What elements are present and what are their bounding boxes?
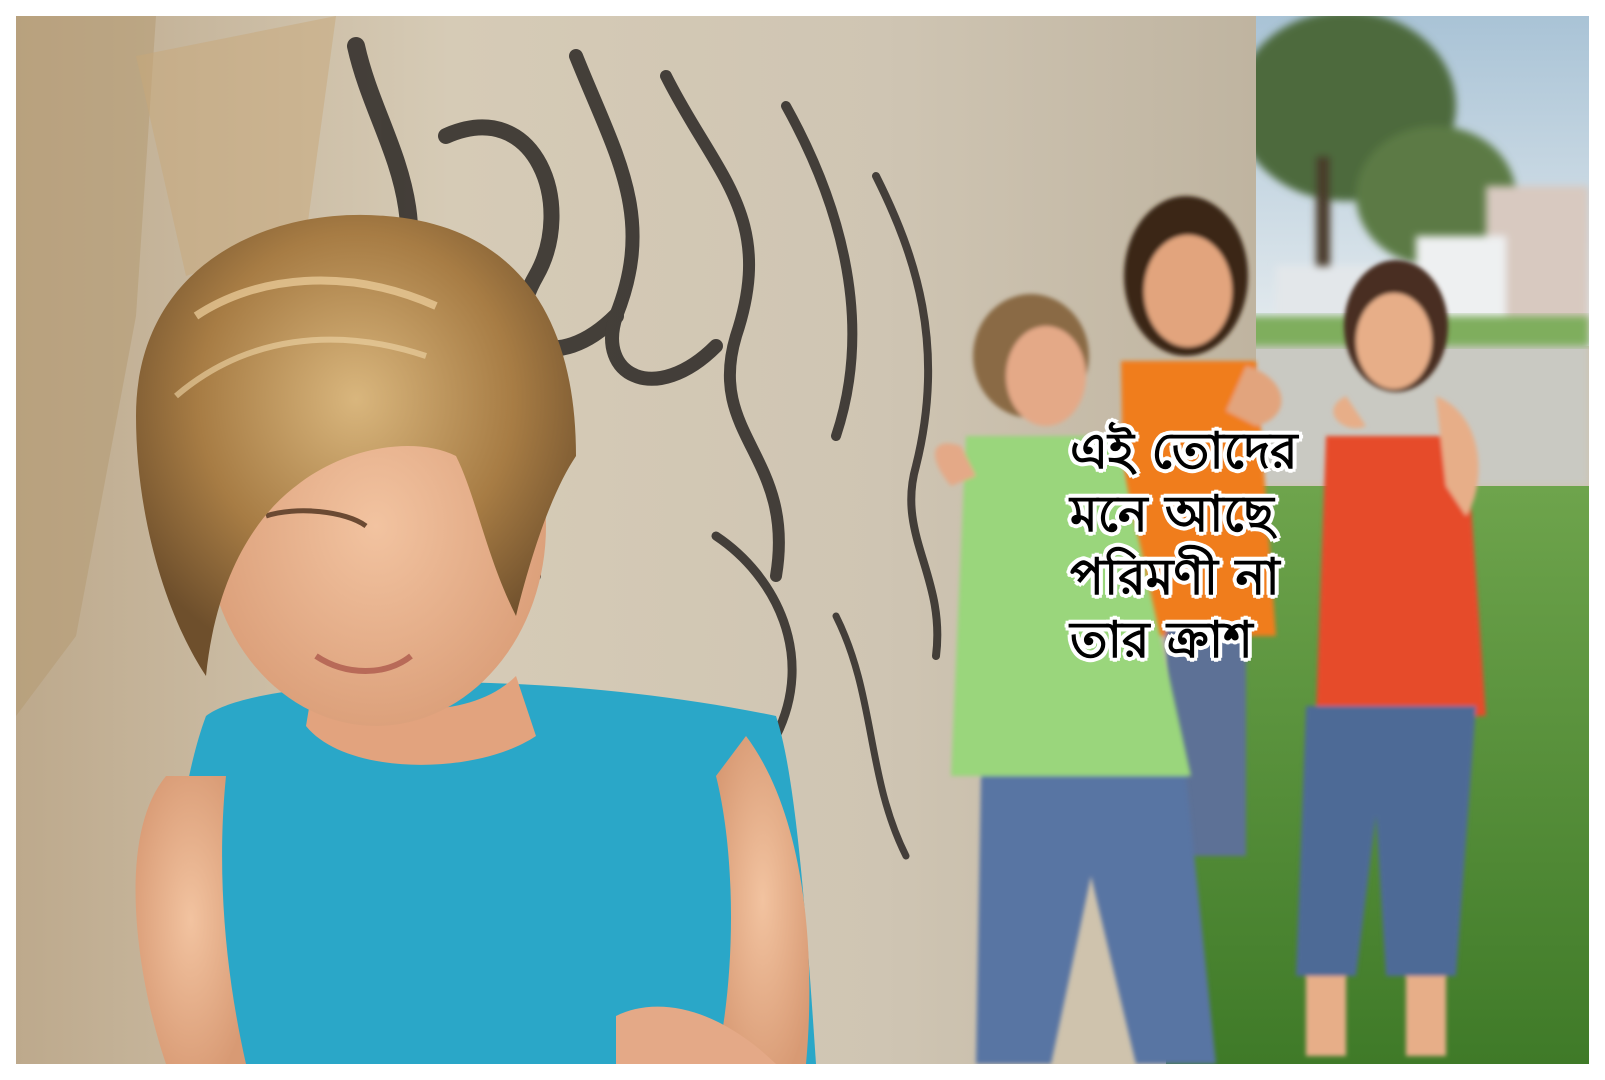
meme-image [16,16,1589,1064]
caption-line: এই তোদের [1070,422,1298,480]
caption-line: তার ক্রাশ [1070,611,1253,669]
caption-line: পরিমণী না [1070,548,1280,606]
caption-line: মনে আছে [1070,485,1274,543]
meme-caption [1070,420,1410,672]
